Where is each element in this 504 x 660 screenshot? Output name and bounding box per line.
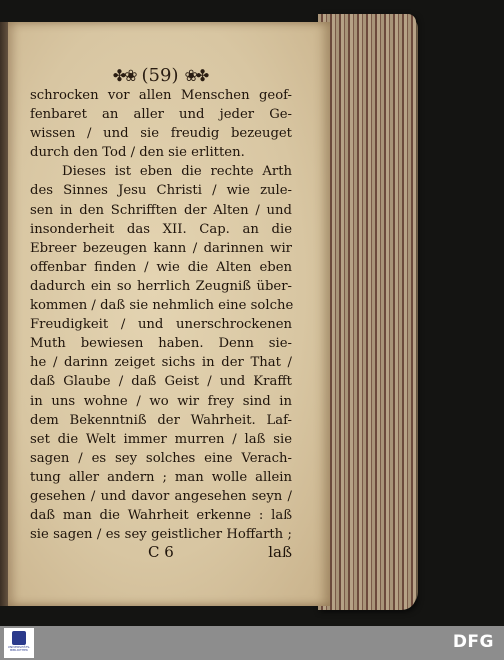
text-line: Muth bewiesen haben. Denn sie- bbox=[30, 336, 292, 352]
text-line: tung aller andern ; man wolle allein bbox=[30, 469, 292, 485]
text-line: set die Welt immer murren / laß sie bbox=[30, 431, 292, 447]
text-line: sie sagen / es sey geistlicher Hoffarth ; bbox=[30, 527, 292, 543]
text-line: dem Bekenntniß der Wahrheit. Laf- bbox=[30, 412, 292, 428]
text-line: gesehen / und davor angesehen seyn / bbox=[30, 488, 292, 504]
text-line: he / darinn zeiget sichs in der That / bbox=[30, 355, 292, 371]
text-line: durch den Tod / den sie erlitten. bbox=[30, 145, 245, 161]
text-line: dadurch ein so herrlich Zeugniß über- bbox=[30, 278, 292, 294]
page-stack-edges bbox=[318, 14, 416, 610]
library-logo bbox=[4, 628, 34, 658]
catchword: laß bbox=[268, 543, 292, 561]
text-line: wissen / und sie freudig bezeuget bbox=[30, 126, 292, 142]
text-line: sen in den Schrifften der Alten / und bbox=[30, 202, 292, 218]
text-line: Freudigkeit / und unerschrockenen bbox=[30, 317, 292, 333]
dfg-logo: DFG bbox=[452, 632, 494, 652]
text-line: insonderheit das XII. Cap. an die bbox=[30, 221, 292, 237]
text-line: in uns wohne / wo wir frey sind in bbox=[30, 393, 292, 409]
text-line: Dieses ist eben die rechte Arth bbox=[62, 164, 292, 180]
ornament-left: ✤❀ bbox=[112, 65, 136, 85]
text-line: kommen / daß sie nehmlich eine solche bbox=[30, 298, 294, 314]
page-header bbox=[100, 62, 220, 88]
body-text bbox=[30, 86, 292, 544]
printer-signature: C 6 bbox=[148, 543, 174, 561]
signature-line bbox=[30, 543, 292, 565]
text-line: fenbaret an aller und jeder Ge- bbox=[30, 107, 292, 123]
page-number: (59) bbox=[141, 64, 179, 86]
text-line: sagen / es sey solches eine Verach- bbox=[30, 450, 292, 466]
text-line: daß man die Wahrheit erkenne : laß bbox=[30, 508, 292, 524]
library-logo-text: UNIVERSITÄTS- BIBLIOTHEK bbox=[7, 645, 31, 653]
text-line: schrocken vor allen Menschen geof- bbox=[30, 88, 292, 103]
book-page bbox=[8, 22, 330, 606]
text-line: Ebreer bezeugen kann / darinnen wir bbox=[30, 240, 292, 256]
ornament-right: ❀✤ bbox=[184, 65, 208, 85]
library-logo-icon bbox=[12, 631, 26, 645]
footer-bar bbox=[0, 626, 504, 660]
text-line: daß Glaube / daß Geist / und Krafft bbox=[30, 374, 292, 390]
text-line: des Sinnes Jesu Christi / wie zule- bbox=[30, 183, 292, 199]
text-line: offenbar finden / wie die Alten eben bbox=[30, 259, 292, 275]
